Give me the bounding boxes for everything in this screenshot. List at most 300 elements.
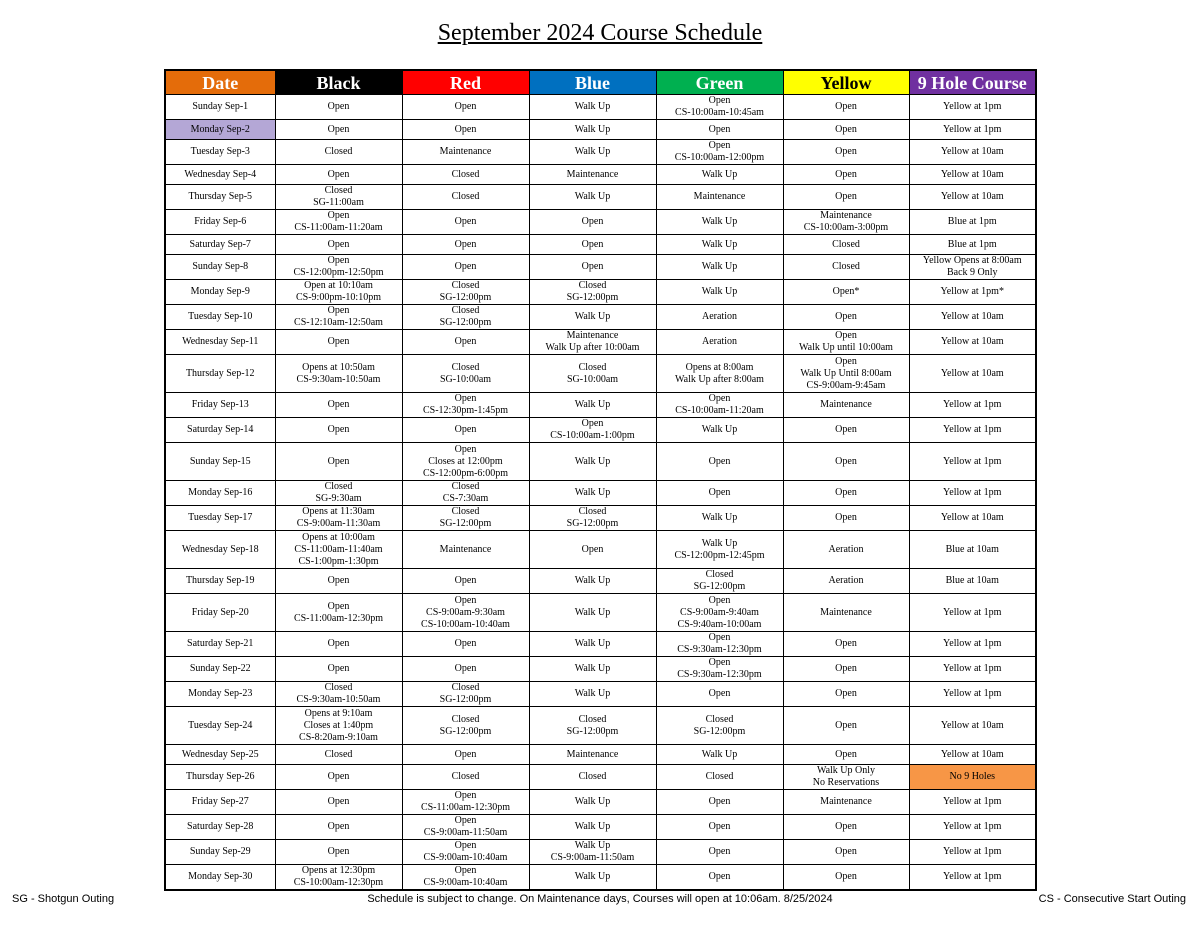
cell-text: Sunday Sep-29 [189,846,251,857]
cell-blue [529,531,656,569]
cell-text: CS-9:00am-10:40am [423,852,508,863]
cell-black [275,140,402,165]
cell-green [656,330,783,355]
cell-text: Open [835,748,857,760]
cell-green [656,140,783,165]
cell-black [275,280,402,305]
cell-text: CS-1:00pm-1:30pm [298,555,379,567]
cell-text: Closed [451,280,480,291]
cell-nine-hole [909,531,1036,569]
cell-green [656,481,783,506]
cell-blue [529,355,656,393]
cell-date [165,185,275,210]
cell-text: Yellow at 1pm [943,638,1002,649]
cell-text: Closed [578,361,607,373]
cell-yellow [783,790,909,815]
cell-text: Closed [832,261,860,272]
header-blue: Blue [529,70,656,95]
cell-black [275,95,402,120]
table-row [165,210,1036,235]
cell-text: Walk Up [574,688,611,699]
cell-text: Open [454,424,477,435]
cell-green [656,185,783,210]
cell-text: Walk Up [701,168,738,180]
cell-text: Open [454,261,477,272]
cell-text: Thursday Sep-5 [188,191,253,202]
cell-text: Yellow at 1pm [943,424,1002,435]
cell-text: CS-10:00am-12:30pm [293,877,384,888]
cell-text: Open [835,821,857,832]
table-row [165,305,1036,330]
cell-nine-hole [909,393,1036,418]
header-date: Date [165,70,275,95]
cell-yellow [783,165,909,185]
cell-black [275,481,402,506]
cell-text: Closed [705,771,734,782]
cell-text: Friday Sep-20 [191,606,249,618]
cell-blue [529,280,656,305]
cell-text: Open [835,146,857,157]
cell-red [402,745,529,765]
cell-text: Open [835,719,857,731]
cell-text: Open [708,796,731,807]
cell-text: Closed [578,771,607,782]
cell-date [165,418,275,443]
cell-text: Walk Up [574,191,611,202]
cell-nine-hole [909,632,1036,657]
cell-black [275,657,402,682]
cell-text: Open [454,663,477,674]
cell-text: SG-12:00pm [566,292,619,303]
cell-text: Walk Up [574,606,611,618]
cell-green [656,418,783,443]
cell-text: SG-12:00pm [693,725,746,737]
cell-blue [529,707,656,745]
cell-yellow [783,393,909,418]
cell-text: Open [581,238,604,250]
cell-text: Open [708,140,731,151]
cell-black [275,865,402,891]
table-row [165,481,1036,506]
cell-text: SG-12:00pm [439,292,492,303]
cell-text: Closed [324,146,353,157]
cell-text: Closed [705,569,734,580]
cell-text: Opens at 12:30pm [301,865,376,876]
cell-text: Open [327,168,350,180]
cell-green [656,255,783,280]
cell-text: Open [327,255,350,266]
cell-text: Open [708,871,731,882]
cell-nine-hole [909,165,1036,185]
cell-red [402,707,529,745]
cell-text: Walk Up [574,575,611,586]
cell-text: Open [835,846,857,857]
cell-yellow [783,840,909,865]
cell-yellow [783,210,909,235]
cell-text: No Reservations [812,777,880,788]
cell-blue [529,815,656,840]
cell-blue [529,790,656,815]
cell-text: Closed [451,361,480,373]
cell-text: Open [708,594,731,606]
table-row [165,745,1036,765]
cell-text: CS-11:00am-12:30pm [293,612,384,624]
table-row [165,865,1036,891]
cell-nine-hole [909,594,1036,632]
cell-text: Open [327,600,350,612]
cell-blue [529,95,656,120]
cell-nine-hole [909,210,1036,235]
cell-text: Walk Up after 10:00am [545,342,640,353]
cell-yellow [783,531,909,569]
cell-blue [529,140,656,165]
cell-text: Monday Sep-16 [188,487,253,498]
cell-text: Open [327,455,350,467]
cell-text: Yellow at 1pm* [940,286,1004,297]
cell-yellow [783,95,909,120]
cell-nine-hole [909,707,1036,745]
cell-text: Friday Sep-13 [191,399,249,410]
cell-text: Open [454,865,477,876]
cell-text: Closed [451,191,480,202]
cell-nine-hole [909,120,1036,140]
cell-text: Walk Up [574,311,611,322]
cell-text: CS-12:30pm-1:45pm [422,405,508,416]
cell-text: Open [327,846,350,857]
footer-note: Schedule is subject to change. On Maintenance days, Courses will open at 10:06am. 8/25/2024 [367,893,833,905]
cell-text: Closed [578,506,607,517]
cell-nine-hole [909,95,1036,120]
cell-date [165,95,275,120]
cell-text: Tuesday Sep-24 [188,719,253,731]
cell-yellow [783,707,909,745]
cell-date [165,594,275,632]
cell-text: CS-11:00am-11:40am [294,543,383,555]
cell-yellow [783,330,909,355]
cell-text: Closes at 12:00pm [428,455,503,467]
cell-text: Open [454,575,477,586]
cell-date [165,165,275,185]
table-row [165,506,1036,531]
cell-text: Closed [451,168,480,180]
cell-red [402,815,529,840]
cell-date [165,443,275,481]
table-row [165,330,1036,355]
cell-text: Open [835,871,857,882]
cell-text: Walk Up [574,821,611,832]
cell-red [402,657,529,682]
cell-text: Yellow Opens at 8:00am [922,255,1022,266]
cell-date [165,840,275,865]
cell-red [402,165,529,185]
cell-text: Yellow at 1pm [943,871,1002,882]
cell-text: Closed [324,682,353,693]
cell-black [275,330,402,355]
cell-red [402,594,529,632]
cell-text: CS-9:00am-10:40am [423,877,508,888]
cell-text: Yellow at 10am [940,748,1004,760]
cell-text: Back 9 Only [946,267,998,278]
cell-text: Closes at 1:40pm [303,719,374,731]
cell-text: Maintenance [820,796,872,807]
cell-green [656,765,783,790]
cell-text: Open [454,393,477,404]
cell-text: Walk Up [701,424,738,435]
cell-text: Walk Up [574,663,611,674]
cell-black [275,531,402,569]
cell-nine-hole [909,481,1036,506]
cell-black [275,594,402,632]
cell-green [656,569,783,594]
cell-text: CS-10:00am-10:45am [675,107,764,118]
cell-text: Open [581,261,604,272]
cell-text: Wednesday Sep-18 [181,543,259,555]
table-row [165,657,1036,682]
cell-green [656,657,783,682]
cell-text: Walk Up [574,638,611,649]
cell-text: Walk Up [574,146,611,157]
cell-text: Maintenance [693,191,746,202]
cell-text: Opens at 9:10am [304,707,373,719]
cell-red [402,443,529,481]
cell-text: Walk Up [574,101,611,112]
cell-text: No 9 Holes [949,771,996,782]
cell-text: Opens at 10:50am [302,361,375,373]
cell-text: Open [835,168,857,180]
cell-text: Open [327,123,350,135]
cell-text: Open [708,95,731,106]
cell-date [165,210,275,235]
cell-text: Thursday Sep-26 [185,771,255,782]
cell-yellow [783,255,909,280]
cell-text: Yellow at 1pm [943,399,1002,410]
cell-black [275,355,402,393]
cell-black [275,305,402,330]
cell-text: Closed [832,238,860,250]
cell-text: Open [835,487,857,498]
cell-nine-hole [909,255,1036,280]
cell-text: Open* [832,286,860,297]
table-row [165,165,1036,185]
cell-red [402,418,529,443]
cell-text: Open [327,424,350,435]
cell-nine-hole [909,330,1036,355]
cell-text: CS-9:00am-9:30am [426,606,505,618]
cell-text: Maintenance [566,748,619,760]
cell-text: Saturday Sep-28 [187,821,254,832]
cell-text: CS-9:30am-12:30pm [677,644,762,655]
cell-text: Closed [324,481,353,492]
cell-text: Opens at 10:00am [302,531,375,543]
cell-text: Walk Up [574,796,611,807]
cell-text: Open [835,455,857,467]
cell-date [165,865,275,891]
cell-blue [529,418,656,443]
cell-text: Closed [324,748,353,760]
cell-text: Yellow at 1pm [943,796,1002,807]
cell-text: Aeration [702,336,737,347]
cell-black [275,418,402,443]
cell-date [165,632,275,657]
cell-yellow [783,594,909,632]
cell-text: Maintenance [566,330,619,341]
cell-text: CS-9:00am-9:45am [806,379,886,391]
cell-text: Maintenance [439,146,492,157]
cell-red [402,506,529,531]
table-row [165,393,1036,418]
cell-text: Closed [451,481,480,492]
cell-yellow [783,682,909,707]
cell-text: Open [835,311,857,322]
cell-red [402,255,529,280]
cell-red [402,790,529,815]
cell-text: Open [835,663,857,674]
cell-text: CS-12:00pm-12:45pm [674,549,765,561]
cell-yellow [783,443,909,481]
cell-red [402,682,529,707]
cell-text: Maintenance [566,168,619,180]
cell-text: Closed [324,185,353,196]
cell-blue [529,255,656,280]
cell-green [656,682,783,707]
cell-text: Open [327,210,350,221]
cell-date [165,815,275,840]
cell-text: Open [708,821,731,832]
cell-text: Walk Up [701,512,738,523]
cell-black [275,506,402,531]
cell-date [165,707,275,745]
cell-text: Walk Up [701,238,738,250]
cell-text: Sunday Sep-1 [192,101,249,112]
table-row [165,235,1036,255]
cell-blue [529,443,656,481]
cell-black [275,745,402,765]
cell-black [275,165,402,185]
cell-text: Yellow at 1pm [943,688,1002,699]
cell-blue [529,393,656,418]
cell-black [275,790,402,815]
cell-date [165,682,275,707]
cell-date [165,355,275,393]
cell-text: Wednesday Sep-25 [181,748,259,760]
cell-nine-hole [909,418,1036,443]
cell-text: Walk Up [574,455,611,467]
cell-text: Open [835,424,857,435]
table-row [165,569,1036,594]
cell-text: Walk Up [574,871,611,882]
table-row [165,790,1036,815]
cell-red [402,840,529,865]
cell-nine-hole [909,569,1036,594]
cell-text: Open [327,238,350,250]
cell-text: Thursday Sep-12 [185,367,255,379]
table-row [165,120,1036,140]
cell-text: Open [454,123,477,135]
cell-text: SG-12:00pm [439,518,492,529]
table-row [165,140,1036,165]
cell-text: CS-9:30am-10:50am [296,694,381,705]
cell-text: Walk Up [701,537,738,549]
schedule-body [165,95,1036,891]
cell-nine-hole [909,235,1036,255]
cell-red [402,481,529,506]
cell-text: CS-9:30am-12:30pm [677,669,762,680]
cell-black [275,840,402,865]
cell-text: Aeration [702,311,737,322]
cell-text: Thursday Sep-19 [185,575,255,586]
cell-text: Open [454,748,477,760]
cell-nine-hole [909,506,1036,531]
cell-text: Yellow at 1pm [943,606,1002,618]
cell-text: Maintenance [439,543,492,555]
cell-text: Friday Sep-27 [191,796,249,807]
header-black: Black [275,70,402,95]
cell-yellow [783,632,909,657]
cell-yellow [783,120,909,140]
cell-date [165,531,275,569]
cell-text: Open [835,355,857,367]
cell-blue [529,765,656,790]
cell-text: Open [835,191,857,202]
cell-nine-hole [909,140,1036,165]
cell-black [275,210,402,235]
cell-text: Open [835,512,857,523]
cell-blue [529,165,656,185]
cell-green [656,280,783,305]
cell-text: Yellow at 1pm [943,101,1002,112]
table-row [165,355,1036,393]
cell-yellow [783,506,909,531]
cell-text: Open [327,638,350,649]
cell-text: Maintenance [820,399,872,410]
cell-date [165,330,275,355]
cell-text: Open [708,846,731,857]
cell-yellow [783,235,909,255]
cell-black [275,815,402,840]
cell-black [275,707,402,745]
cell-blue [529,594,656,632]
cell-red [402,632,529,657]
cell-date [165,569,275,594]
cell-red [402,120,529,140]
cell-text: Maintenance [820,210,872,221]
cell-text: Open [327,399,350,410]
cell-blue [529,235,656,255]
cell-text: Walk Up [701,748,738,760]
cell-text: Open [327,336,350,347]
cell-text: Wednesday Sep-4 [184,168,257,180]
cell-green [656,355,783,393]
cell-green [656,235,783,255]
cell-text: Open [708,632,731,643]
table-row [165,840,1036,865]
table-row [165,815,1036,840]
cell-text: Blue at 10am [945,575,999,586]
cell-date [165,280,275,305]
cell-text: Walk Up Only [816,765,876,776]
cell-red [402,569,529,594]
cell-text: Yellow at 1pm [943,846,1002,857]
cell-text: Open [835,330,857,341]
cell-green [656,165,783,185]
cell-date [165,305,275,330]
cell-green [656,840,783,865]
cell-text: Open [327,305,350,316]
cell-text: Open [581,418,604,429]
cell-text: SG-11:00am [313,197,364,208]
cell-text: Closed [578,280,607,291]
cell-text: Open [835,123,857,135]
